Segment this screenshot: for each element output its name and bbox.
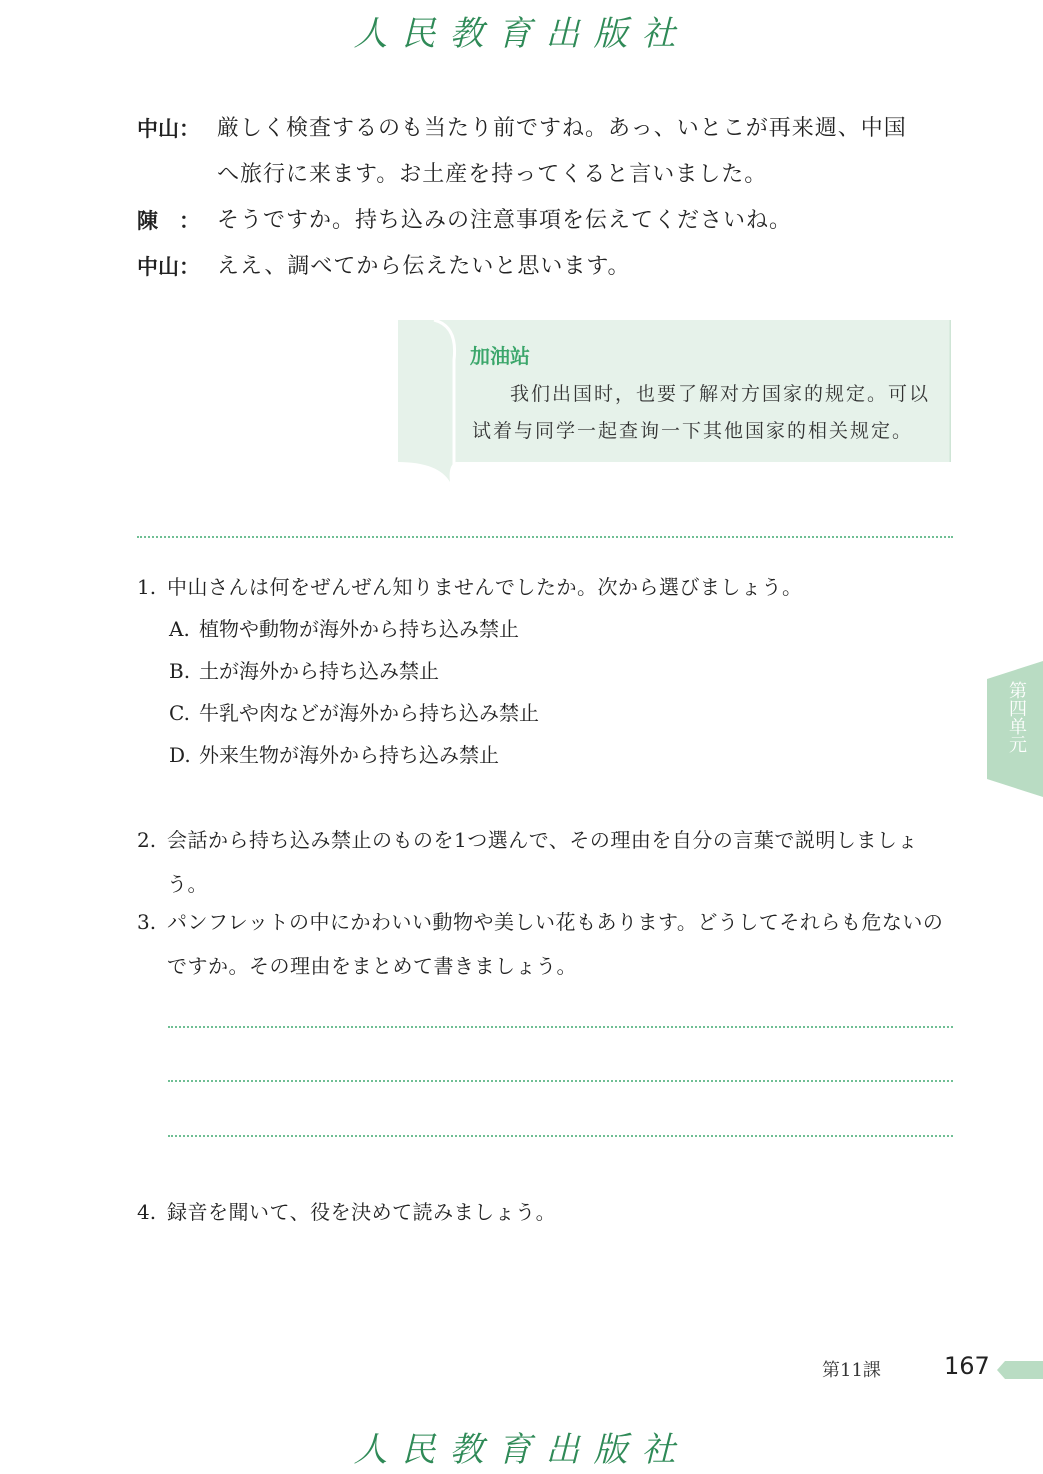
question-text: 録音を聞いて、役を決めて読みましょう。 [167, 1200, 557, 1224]
page-number: 167 [944, 1352, 990, 1380]
tip-title: 加油站 [470, 344, 530, 368]
option-a [169, 608, 519, 650]
dialogue-line [137, 106, 957, 152]
option-d [169, 734, 499, 776]
option-text: 牛乳や肉などが海外から持ち込み禁止 [199, 701, 539, 725]
option-text: 外来生物が海外から持ち込み禁止 [199, 743, 499, 767]
speech-text: 厳しく検査するのも当たり前ですね。あっ、いとこが再来週、中国 [217, 116, 907, 141]
answer-line[interactable] [168, 1026, 953, 1028]
speech-text: へ旅行に来ます。お土産を持ってくると言いました。 [217, 162, 768, 187]
speech-text: そうですか。持ち込みの注意事項を伝えてくださいね。 [217, 208, 793, 233]
question-1 [137, 565, 957, 609]
speaker-label: 陳 ： [137, 209, 200, 233]
dialogue-line-continued [137, 152, 957, 198]
page-tab-bar [997, 1361, 1043, 1379]
dialogue [137, 106, 957, 290]
speech-text: ええ、調べてから伝えたいと思います。 [217, 254, 631, 279]
publisher-logo-top: 人民教育出版社 [353, 14, 690, 54]
option-b [169, 650, 439, 692]
dialogue-line [137, 198, 957, 244]
question-text: パンフレットの中にかわいい動物や美しい花もあります。どうしてそれらも危ないのですか。その理由をまとめて書きましょう。 [167, 910, 944, 978]
speaker-label: 中山： [137, 255, 200, 279]
option-label: D. [169, 743, 191, 767]
speaker-label: 中山： [137, 117, 200, 141]
option-text: 植物や動物が海外から持ち込み禁止 [199, 617, 519, 641]
option-text: 土が海外から持ち込み禁止 [199, 659, 439, 683]
option-label: B. [169, 659, 191, 683]
answer-line[interactable] [168, 1080, 953, 1082]
tip-box [398, 320, 951, 462]
question-2 [137, 818, 957, 906]
question-number: 2. [137, 828, 157, 852]
question-4 [137, 1190, 957, 1234]
answer-line[interactable] [168, 1135, 953, 1137]
publisher-logo-bottom: 人民教育出版社 [353, 1430, 690, 1470]
option-c [169, 692, 539, 734]
section-divider [137, 536, 953, 538]
question-text: 中山さんは何をぜんぜん知りませんでしたか。次から選びましょう。 [167, 575, 803, 599]
option-label: C. [169, 701, 190, 725]
question-number: 4. [137, 1200, 157, 1224]
question-text: 会話から持ち込み禁止のものを1つ選んで、その理由を自分の言葉で説明しましょう。 [167, 828, 918, 896]
question-3 [137, 900, 947, 988]
option-label: A. [169, 617, 190, 641]
question-number: 1. [137, 575, 157, 599]
question-number: 3. [137, 910, 157, 934]
unit-side-tab [987, 661, 1043, 797]
lesson-label: 第11課 [822, 1360, 881, 1381]
tip-text: 我们出国时，也要了解对方国家的规定。可以试着与同学一起查询一下其他国家的相关规定。 [472, 383, 931, 442]
side-tab-label: 第四单元 [1006, 681, 1027, 753]
dialogue-line [137, 244, 957, 290]
